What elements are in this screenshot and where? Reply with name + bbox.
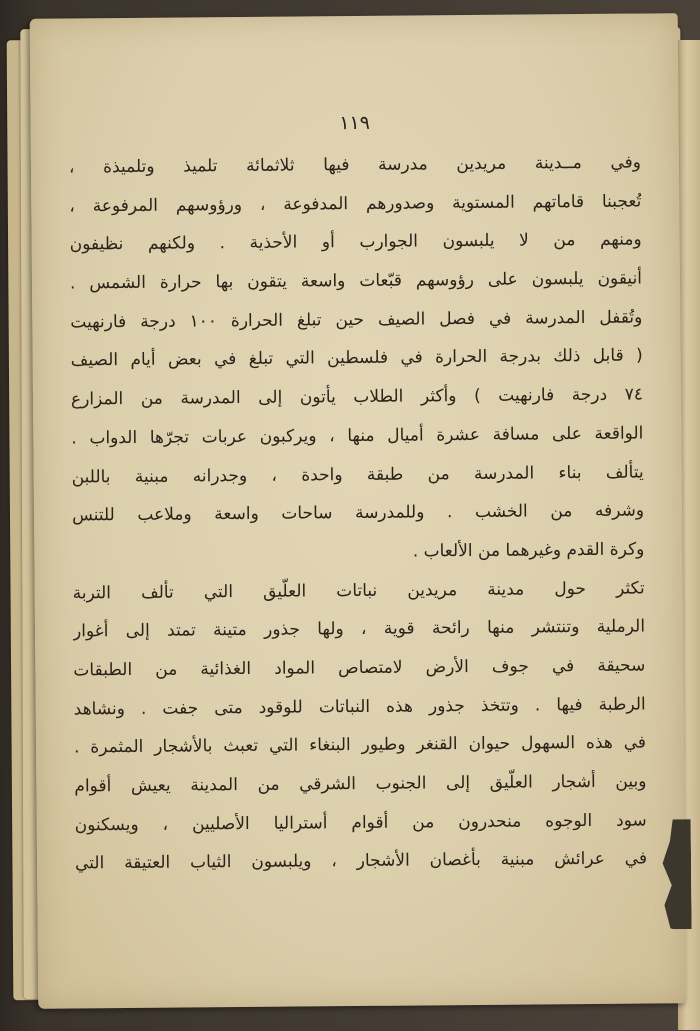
text-line: وشرفه من الخشب . وللمدرسة ساحات واسعة وملاعب للتنس (71, 500, 645, 526)
text-line: سود الوجوه منحدرون من أقوام أستراليا الأصليين ، ويسكنون (74, 810, 647, 836)
page-body-text (69, 144, 647, 884)
torn-page-edge (661, 819, 692, 929)
text-line: وتُقفل المدرسة في فصل الصيف حين تبلغ الحرارة ١٠٠ درجة فارنهيت (70, 307, 643, 333)
text-line: ٧٤ درجة فارنهيت ) وأكثر الطلاب يأتون إلى المدرسة من المزارع (70, 384, 644, 410)
text-line: أنيقون يلبسون على رؤوسهم قبّعات واسعة يتقون بها حرارة الشمس . (69, 268, 643, 294)
text-line: يتألف بناء المدرسة من طبقة واحدة ، وجدرانه مبنية باللبن (71, 462, 644, 487)
text-line: وكرة القدم وغيرهما من الألعاب . (412, 539, 645, 562)
text-line: في هذه السهول حيوان القنغر وطيور البنغاء التي تعبث بالأشجار المثمرة . (73, 732, 647, 758)
text-line: في عرائش مبنية بأغصان الأشجار ، ويلبسون الثياب العتيقة التي (74, 848, 648, 874)
text-line: الواقعة على مسافة عشرة أميال منها ، ويركبون عربات تجرّها الدواب . (71, 423, 644, 449)
text-line: وبين أشجار العلّيق إلى الجنوب الشرقي من المدينة يعيش أقوام (74, 771, 647, 797)
text-line: سحيقة في جوف الأرض لامتصاص المواد الغذائية من الطبقات (73, 655, 646, 681)
text-line: وفي مــدينة مريدين مدرسة فيها ثلاثمائة تلميذ وتلميذة ، (68, 152, 642, 178)
text-line: ( قابل ذلك بدرجة الحرارة في فلسطين التي تبلغ في بعض أيام الصيف (70, 345, 643, 371)
text-line: تكثر حول مدينة مريدين نباتات العلّيق التي تألف التربة (72, 578, 645, 604)
text-line: الرطبة فيها . وتتخذ جذور هذه النباتات للوقود متى جفت . ونشاهد (73, 694, 646, 720)
book-page (30, 13, 687, 1009)
page-number: ١١٩ (339, 111, 371, 135)
text-line: تُعجبنا قاماتهم المستوية وصدورهم المدفوعة ، ورؤوسهم المرفوعة ، (69, 191, 642, 217)
text-line: الرملية وتنتشر منها رائحة قوية ، ولها جذور متينة تمتد إلى أغوار (72, 616, 646, 642)
text-line: ومنهم من لا يلبسون الجوارب أو الأحذية . ولكنهم نظيفون (69, 229, 642, 255)
